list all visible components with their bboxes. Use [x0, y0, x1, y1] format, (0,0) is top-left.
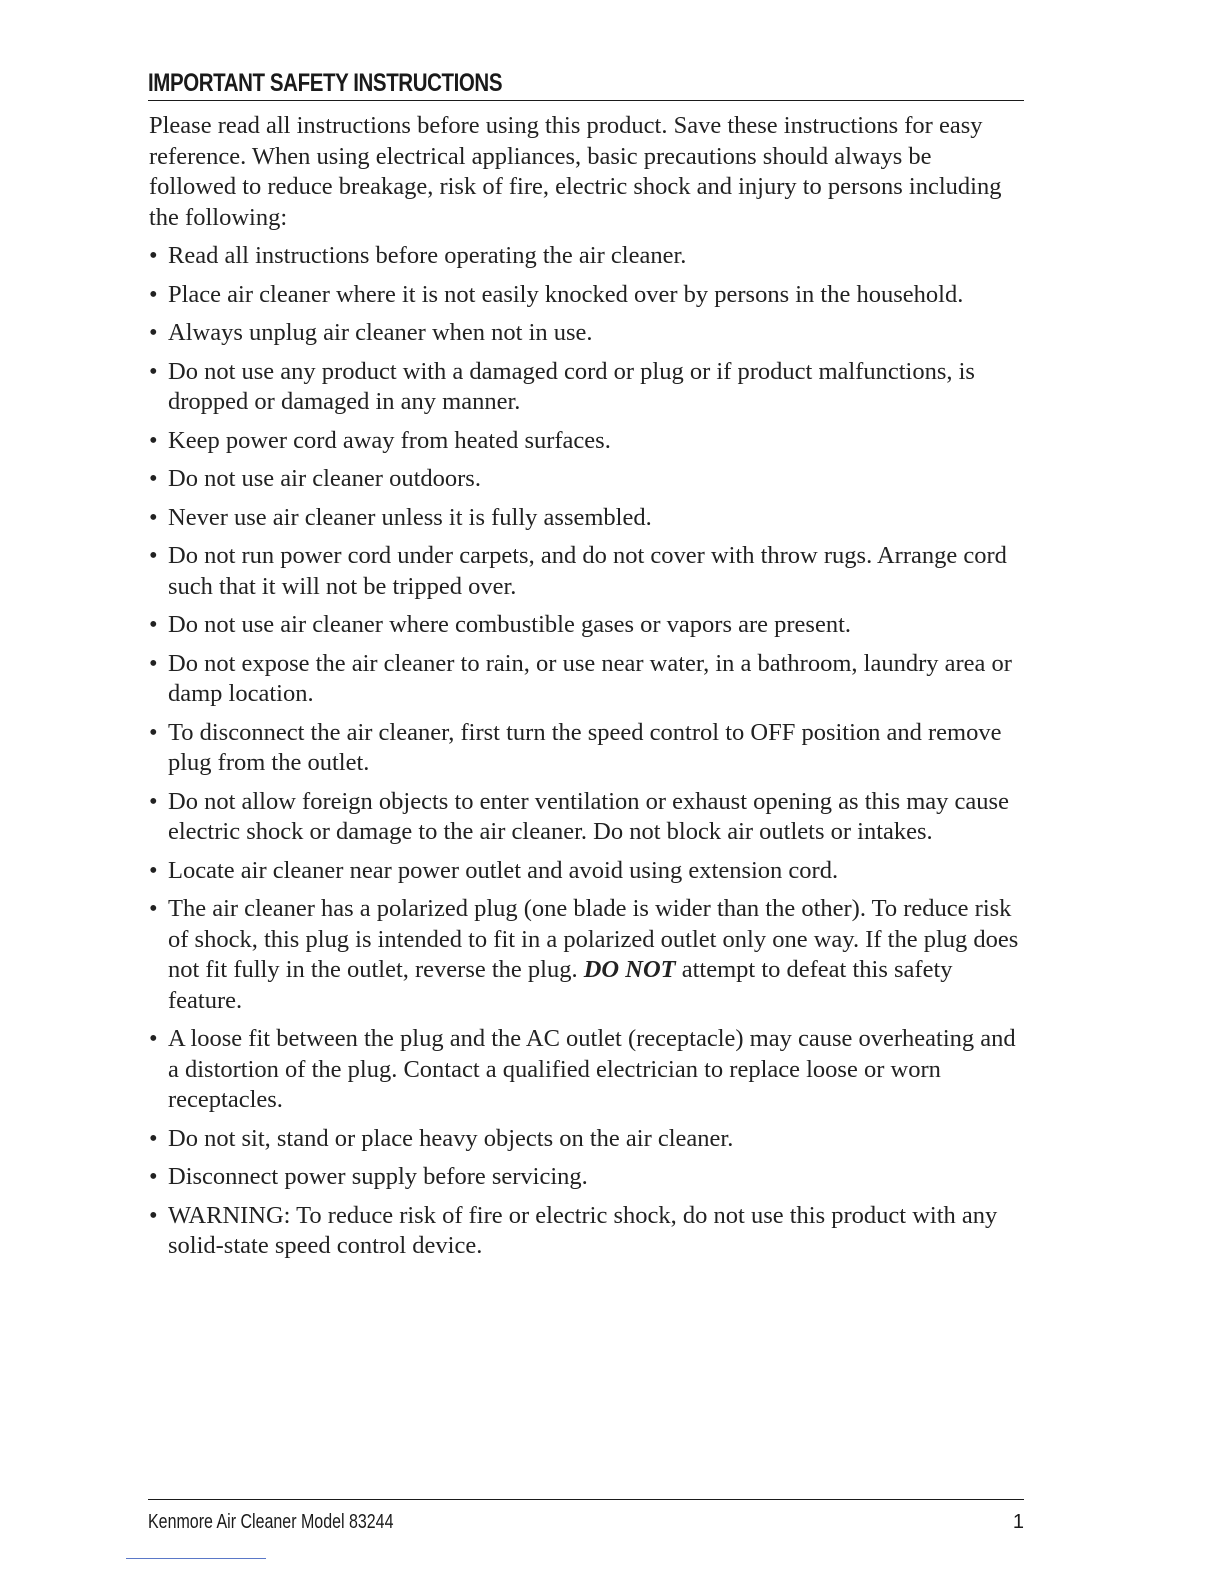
- list-item: [149, 464, 1021, 495]
- list-item: [149, 787, 1021, 848]
- list-item-text: Do not use air cleaner where combustible gases or vapors are present.: [168, 611, 852, 638]
- list-item-text: Keep power cord away from heated surfaces.: [168, 426, 611, 454]
- list-item-text: Do not use air cleaner outdoors.: [168, 465, 481, 492]
- bullet-icon: •: [149, 319, 158, 346]
- bullet-icon: •: [149, 856, 158, 884]
- page-heading: IMPORTANT SAFETY INSTRUCTIONS: [148, 69, 503, 97]
- footer-rule: [148, 1499, 1024, 1500]
- bullet-icon: •: [149, 1201, 158, 1229]
- bullet-icon: •: [149, 280, 158, 308]
- list-item-text: Do not run power cord under carpets, and do not cover with throw rugs. Arrange cord such that it will not be tripped over.: [168, 542, 1007, 600]
- list-item: [149, 649, 1021, 710]
- heading-rule: [148, 100, 1024, 101]
- bullet-icon: •: [149, 1163, 158, 1190]
- list-item-text: WARNING: To reduce risk of fire or electric shock, do not use this product with any solid-state speed control device.: [168, 1201, 998, 1259]
- bullet-icon: •: [149, 242, 158, 269]
- bullet-icon: •: [149, 426, 158, 454]
- list-item: [149, 503, 1021, 534]
- bullet-icon: •: [149, 465, 158, 492]
- scan-artifact-line: [126, 1558, 266, 1559]
- list-item-polarized-plug: [149, 894, 1021, 1016]
- list-item: [149, 1162, 1021, 1193]
- list-item: [149, 610, 1021, 641]
- list-item-text: Place air cleaner where it is not easily knocked over by persons in the household.: [168, 280, 964, 308]
- list-item: [149, 318, 1021, 349]
- list-item: [149, 1201, 1021, 1262]
- footer-title: Kenmore Air Cleaner Model 83244: [148, 1511, 394, 1533]
- list-item: [149, 426, 1021, 457]
- list-item: [149, 1024, 1021, 1116]
- list-item-text: Read all instructions before operating the air cleaner.: [168, 242, 687, 269]
- bullet-icon: •: [149, 1124, 158, 1152]
- list-item-text: Never use air cleaner unless it is fully assembled.: [168, 503, 652, 531]
- list-item: [149, 241, 1021, 272]
- list-item-text: The air cleaner has a polarized plug (one blade is wider than the other). To reduce risk of shock, this plug is intended to fit in a polarized outlet only one way. If the plug does not fit fully in the outlet, reverse the plug.: [168, 895, 1019, 983]
- list-item-text: Do not expose the air cleaner to rain, or use near water, in a bathroom, laundry area or damp location.: [168, 649, 1012, 707]
- list-item-text: Do not sit, stand or place heavy objects on the air cleaner.: [168, 1124, 734, 1152]
- list-item-text: Do not allow foreign objects to enter ventilation or exhaust opening as this may cause electric shock or damage to the air cleaner. Do not block air outlets or intakes.: [168, 787, 1009, 845]
- page-number: 1: [1012, 1511, 1024, 1533]
- bullet-icon: •: [149, 1025, 158, 1052]
- list-item: [149, 1124, 1021, 1155]
- bullet-icon: •: [149, 611, 158, 638]
- list-item: [149, 357, 1021, 418]
- list-item-text: Always unplug air cleaner when not in use.: [168, 319, 593, 346]
- list-item: [149, 541, 1021, 602]
- list-item-text: A loose fit between the plug and the AC outlet (receptacle) may cause overheating and a distortion of the plug. Contact a qualified electrician to replace loose or worn receptacles.: [168, 1025, 1016, 1113]
- list-item: [149, 280, 1021, 311]
- bullet-icon: •: [149, 718, 158, 746]
- list-item-text: To disconnect the air cleaner, first turn the speed control to OFF position and remove plug from the outlet.: [168, 718, 1002, 776]
- instruction-list: [149, 241, 1021, 1262]
- list-item-text: attempt to defeat this safety feature.: [168, 956, 953, 1014]
- list-item-text: Locate air cleaner near power outlet and avoid using extension cord.: [168, 856, 839, 884]
- list-item: [149, 718, 1021, 779]
- instructions-body: [149, 111, 1021, 1270]
- bullet-icon: •: [149, 649, 158, 677]
- bullet-icon: •: [149, 787, 158, 815]
- bullet-icon: •: [149, 503, 158, 531]
- bullet-icon: •: [149, 357, 158, 385]
- list-item-text: Disconnect power supply before servicing.: [168, 1163, 588, 1190]
- list-item-text: Do not use any product with a damaged cord or plug or if product malfunctions, is dropped or damaged in any manner.: [168, 357, 975, 415]
- emphasis-do-not: DO NOT: [583, 956, 676, 983]
- bullet-icon: •: [149, 542, 158, 569]
- list-item: [149, 856, 1021, 887]
- bullet-icon: •: [149, 895, 158, 922]
- intro-paragraph: Please read all instructions before using this product. Save these instructions for easy reference. When using electrical appliances, basic precautions should always be followed to reduce breakage, risk of fire, electric shock and injury to persons including the following:: [149, 112, 1002, 231]
